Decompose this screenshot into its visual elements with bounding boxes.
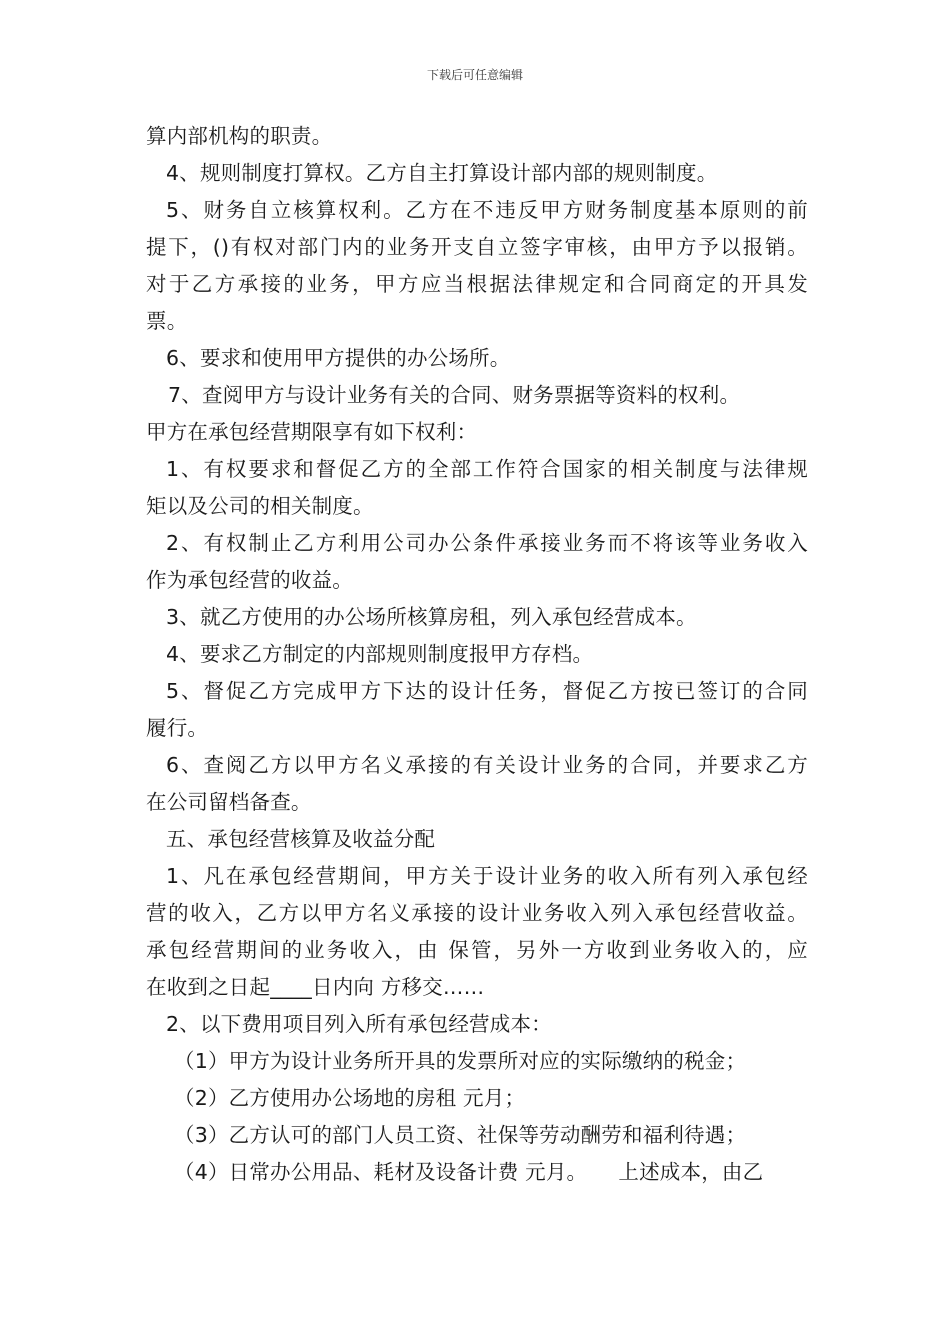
list-item: （1）甲方为设计业务所开具的发票所对应的实际缴纳的税金； <box>174 1049 747 1073</box>
text-line: 算内部机构的职责。 <box>146 124 333 148</box>
document-body <box>146 118 808 1191</box>
text-line: 履行。 <box>146 716 209 740</box>
text-line: 在收到之日起____日内向 方移交…… <box>146 975 485 999</box>
text-line: 2、有权制止乙方利用公司办公条件承接业务而不将该等业务收入 <box>166 531 808 555</box>
text-line: 1、有权要求和督促乙方的全部工作符合国家的相关制度与法律规 <box>166 457 808 481</box>
text-line: 6、查阅乙方以甲方名义承接的有关设计业务的合同，并要求乙方 <box>166 753 808 777</box>
text-line: 4、规则制度打算权。乙方自主打算设计部内部的规则制度。 <box>166 161 718 185</box>
text-line: 对于乙方承接的业务，甲方应当根据法律规定和合同商定的开具发 <box>146 272 808 296</box>
list-item: （4）日常办公用品、耗材及设备计费 元月。 上述成本，由乙 <box>174 1160 764 1184</box>
text-line: 甲方在承包经营期限享有如下权利： <box>146 420 478 444</box>
text-line: 矩以及公司的相关制度。 <box>146 494 374 518</box>
text-line: 提下，()有权对部门内的业务开支自立签字审核，由甲方予以报销。 <box>146 235 808 259</box>
text-line: 营的收入，乙方以甲方名义承接的设计业务收入列入承包经营收益。 <box>146 901 808 925</box>
text-line: 7、查阅甲方与设计业务有关的合同、财务票据等资料的权利。 <box>168 383 741 407</box>
list-item: （2）乙方使用办公场地的房租 元月； <box>174 1086 526 1110</box>
text-line: 在公司留档备查。 <box>146 790 312 814</box>
text-line: 承包经营期间的业务收入，由 保管，另外一方收到业务收入的，应 <box>146 938 808 962</box>
text-line: 2、以下费用项目列入所有承包经营成本： <box>166 1012 552 1036</box>
text-line: 6、要求和使用甲方提供的办公场所。 <box>166 346 511 370</box>
section-heading: 五、承包经营核算及收益分配 <box>166 827 436 851</box>
text-line: 票。 <box>146 309 188 333</box>
page-header: 下载后可任意编辑 <box>426 68 523 82</box>
text-line: 作为承包经营的收益。 <box>146 568 353 592</box>
text-line: 5、督促乙方完成甲方下达的设计任务，督促乙方按已签订的合同 <box>166 679 808 703</box>
text-line: 5、财务自立核算权利。乙方在不违反甲方财务制度基本原则的前 <box>166 198 808 222</box>
text-line: 4、要求乙方制定的内部规则制度报甲方存档。 <box>166 642 594 666</box>
list-item: （3）乙方认可的部门人员工资、社保等劳动酬劳和福利待遇； <box>174 1123 747 1147</box>
text-line: 3、就乙方使用的办公场所核算房租，列入承包经营成本。 <box>166 605 697 629</box>
text-line: 1、凡在承包经营期间，甲方关于设计业务的收入所有列入承包经 <box>166 864 808 888</box>
